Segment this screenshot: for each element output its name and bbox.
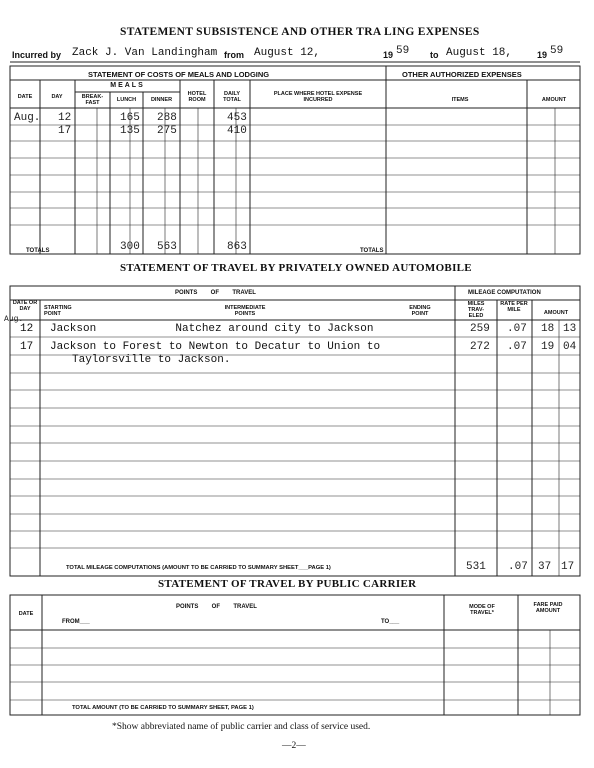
col-auto-amount: AMOUNT — [543, 310, 569, 316]
col-items: ITEMS — [451, 97, 469, 103]
footnote: *Show abbreviated name of public carrier and class of service used. — [112, 722, 371, 732]
col-date: DATE — [17, 94, 33, 100]
meal-row-total: 410 — [227, 125, 247, 137]
col-lunch: LUNCH — [116, 97, 137, 103]
col-day: DAY — [51, 94, 63, 100]
meal-row-date: Aug. — [14, 112, 41, 124]
col-ending-point: ENDING POINT — [409, 305, 431, 317]
carrier-points-header: POINTS OF TRAVEL — [176, 604, 257, 610]
incurred-by-value: Zack J. Van Landingham — [72, 47, 218, 59]
col-miles-traveled: MILES TRAV- ELED — [467, 301, 485, 319]
auto-row-cents: 13 — [563, 323, 577, 335]
col-date-or-day: DATE OR DAY — [12, 300, 38, 312]
points-header: POINTS OF TRAVEL — [175, 290, 256, 296]
auto-date-note: Aug. — [4, 315, 24, 324]
to-label: to — [430, 50, 439, 60]
col-daily-total: DAILY TOTAL — [223, 91, 241, 103]
col-amount: AMOUNT — [541, 97, 567, 103]
col-hotel-room: HOTEL ROOM — [187, 91, 207, 103]
meal-row-day: 17 — [58, 125, 72, 137]
meal-row-dinner: 288 — [157, 112, 177, 124]
col-rate-per-mile: RATE PER MILE — [500, 301, 528, 313]
to-field-label: TO___ — [381, 619, 400, 625]
auto-row-route: Jackson to Forest to Newton to Decatur to Union to — [50, 341, 381, 353]
incurred-by-label: Incurred by — [12, 50, 62, 60]
total-daily: 863 — [227, 241, 247, 253]
col-starting-point: STARTING POINT — [44, 305, 72, 317]
auto-row-dollars: 19 — [541, 341, 555, 353]
auto-row-route-continued: Taylorsville to Jackson. — [72, 354, 231, 366]
col-mode-of-travel: MODE OF TRAVEL* — [469, 604, 495, 616]
totals-label-right: TOTALS — [360, 248, 384, 254]
meal-row-lunch: 165 — [120, 112, 140, 124]
meal-row-day: 12 — [58, 112, 72, 124]
year-suffix-2: 59 — [550, 45, 564, 57]
col-intermediate-points: INTERMEDIATE POINTS — [224, 305, 266, 317]
col-meals-group: MEALS — [110, 82, 145, 89]
year-prefix-2: 19 — [537, 50, 548, 60]
col-dinner: DINNER — [150, 97, 173, 103]
from-date: August 12, — [254, 47, 321, 59]
to-date: August 18, — [446, 47, 513, 59]
auto-row-day: 12 — [20, 323, 34, 335]
meal-row-lunch: 135 — [120, 125, 140, 137]
col-carrier-date: DATE — [18, 611, 34, 617]
total-dinner: 563 — [157, 241, 177, 253]
total-cents: 17 — [561, 561, 575, 573]
from-label: from — [224, 50, 244, 60]
auto-row-cents: 04 — [563, 341, 577, 353]
public-carrier-title: STATEMENT OF TRAVEL BY PUBLIC CARRIER — [158, 578, 417, 590]
auto-row-miles: 272 — [470, 341, 490, 353]
meal-row-total: 453 — [227, 112, 247, 124]
total-miles: 531 — [466, 561, 486, 573]
total-dollars: 37 — [538, 561, 552, 573]
col-place: PLACE WHERE HOTEL EXPENSE INCURRED — [273, 91, 363, 103]
auto-travel-title: STATEMENT OF TRAVEL BY PRIVATELY OWNED AUTOMOBILE — [120, 262, 472, 274]
totals-label: TOTALS — [26, 248, 50, 254]
auto-row-day: 17 — [20, 341, 34, 353]
auto-row-rate: .07 — [507, 341, 527, 353]
auto-row-dollars: 18 — [541, 323, 555, 335]
page-number: —2— — [282, 741, 306, 751]
mileage-header: MILEAGE COMPUTATION — [468, 290, 541, 296]
auto-row-route: Jackson Natchez around city to Jackson — [50, 323, 374, 335]
total-rate: .07 — [508, 561, 528, 573]
auto-row-rate: .07 — [507, 323, 527, 335]
total-mileage-label: TOTAL MILEAGE COMPUTATIONS (AMOUNT TO BE CARRIED TO SUMMARY SHEET___PAGE 1) — [66, 565, 331, 571]
meals-lodging-title: STATEMENT OF COSTS OF MEALS AND LODGING — [88, 70, 270, 79]
col-fare-paid: FARE PAID AMOUNT — [533, 602, 563, 614]
year-suffix-1: 59 — [396, 45, 410, 57]
auto-row-miles: 259 — [470, 323, 490, 335]
year-prefix-1: 19 — [383, 50, 394, 60]
meal-row-dinner: 275 — [157, 125, 177, 137]
from-field-label: FROM___ — [62, 619, 90, 625]
carrier-total-label: TOTAL AMOUNT (TO BE CARRIED TO SUMMARY SHEET, PAGE 1) — [72, 705, 254, 711]
total-lunch: 300 — [120, 241, 140, 253]
form-title: STATEMENT SUBSISTENCE AND OTHER TRA LING EXPENSES — [120, 26, 480, 38]
col-breakfast: BREAK- FAST — [81, 94, 104, 106]
other-expenses-title: OTHER AUTHORIZED EXPENSES — [402, 70, 522, 79]
